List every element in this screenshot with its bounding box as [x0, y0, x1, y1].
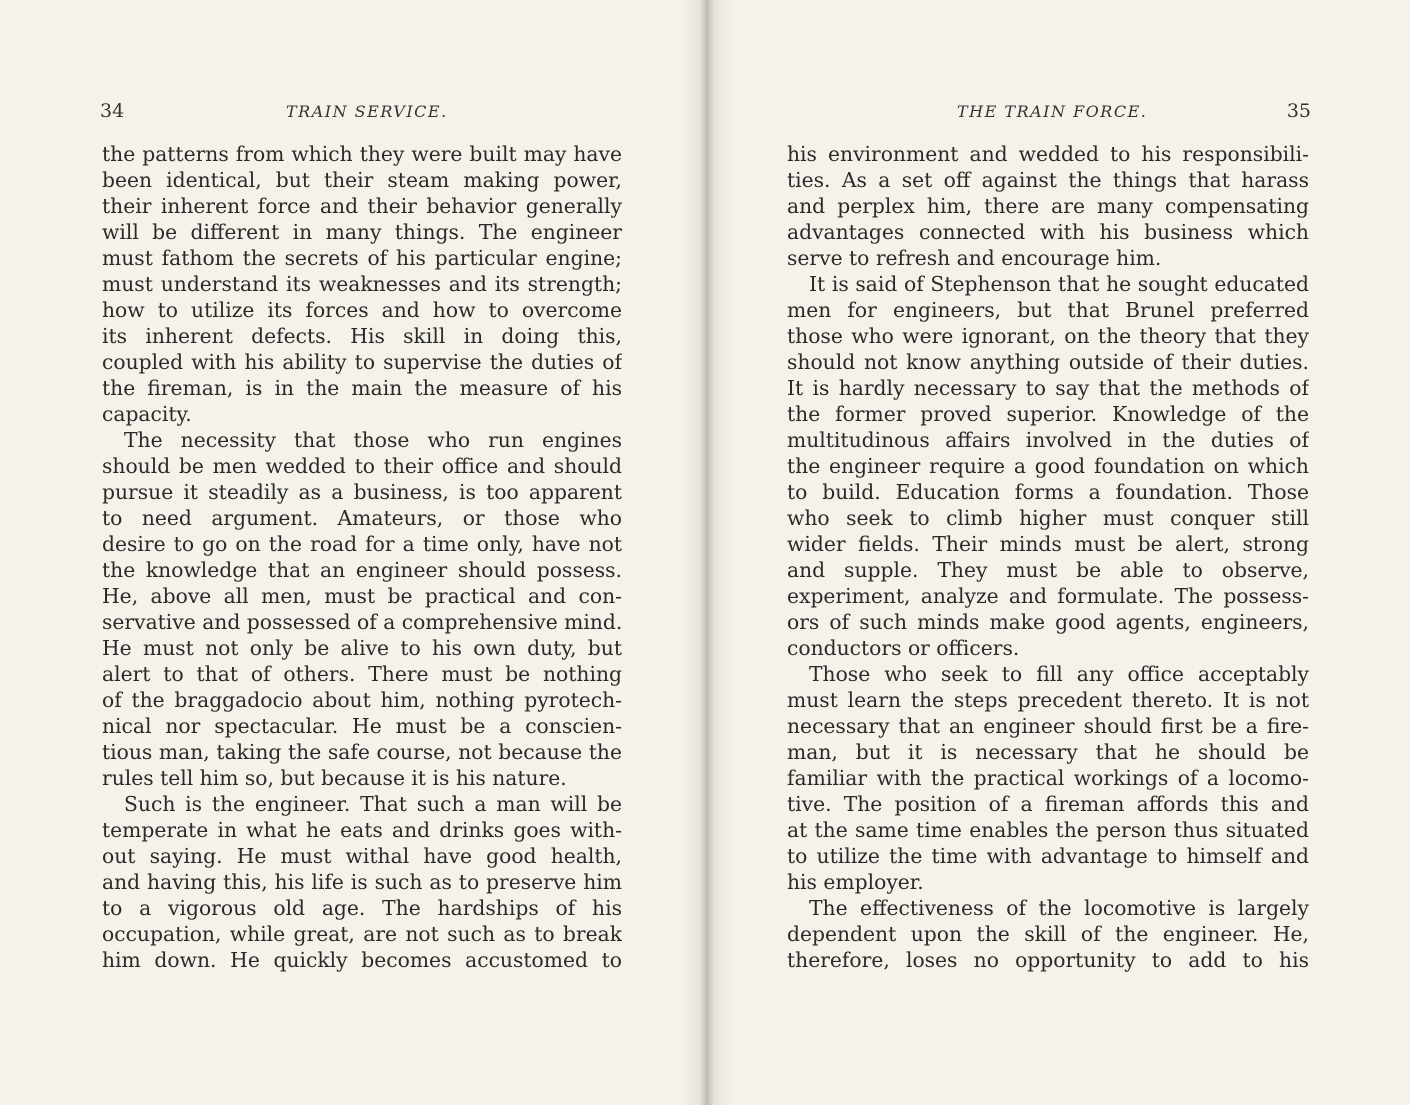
right-page — [705, 0, 1410, 1105]
text-line: coupled with his ability to supervise the duties of — [102, 350, 622, 374]
text-line: wider fields. Their minds must be alert, strong — [787, 532, 1309, 556]
text-line: how to utilize its forces and how to overcome — [102, 298, 622, 322]
right-page-body — [787, 141, 1309, 973]
text-line: pursue it steadily as a business, is too apparent — [102, 480, 622, 504]
text-line: the patterns from which they were built may have — [102, 142, 622, 166]
text-line: tive. The position of a fireman affords this and — [787, 792, 1309, 816]
text-line: capacity. — [102, 402, 192, 426]
text-line: occupation, while great, are not such as to break — [102, 922, 622, 946]
text-line: familiar with the practical workings of a locomo- — [787, 766, 1309, 790]
text-line: at the same time enables the person thus situated — [787, 818, 1309, 842]
text-line: therefore, loses no opportunity to add to his — [787, 948, 1309, 972]
text-line: must understand its weaknesses and its strength; — [102, 272, 622, 296]
text-line: advantages connected with his business which — [787, 220, 1309, 244]
text-line: should not know anything outside of their duties. — [787, 350, 1309, 374]
text-line: him down. He quickly becomes accustomed to — [102, 948, 622, 972]
text-line: man, but it is necessary that he should be — [787, 740, 1309, 764]
text-line: been identical, but their steam making power, — [102, 168, 622, 192]
text-line: to need argument. Amateurs, or those who — [102, 506, 622, 530]
text-line: must fathom the secrets of his particular engine; — [102, 246, 622, 270]
text-line: The necessity that those who run engines — [124, 428, 622, 452]
text-line: to utilize the time with advantage to himself and — [787, 844, 1309, 868]
running-head: TRAIN SERVICE. — [286, 102, 448, 121]
text-line: the fireman, is in the main the measure of his — [102, 376, 622, 400]
text-line: the knowledge that an engineer should possess. — [102, 558, 622, 582]
page-number: 34 — [100, 100, 125, 122]
text-line: ors of such minds make good agents, engineers, — [787, 610, 1309, 634]
text-line: Those who seek to fill any office acceptably — [809, 662, 1309, 686]
text-line: experiment, analyze and formulate. The possess- — [787, 584, 1309, 608]
text-line: alert to that of others. There must be nothing — [102, 662, 622, 686]
text-line: servative and possessed of a comprehensive mind. — [102, 610, 622, 634]
text-line: conductors or officers. — [787, 636, 1020, 660]
text-line: temperate in what he eats and drinks goes with- — [102, 818, 622, 842]
text-line: of the braggadocio about him, nothing pyrotech- — [102, 688, 622, 712]
text-line: out saying. He must withal have good health, — [102, 844, 622, 868]
text-line: will be different in many things. The engineer — [102, 220, 622, 244]
text-line: desire to go on the road for a time only, have not — [102, 532, 622, 556]
text-line: those who were ignorant, on the theory that they — [787, 324, 1309, 348]
text-line: to build. Education forms a foundation. Those — [787, 480, 1309, 504]
text-line: nical nor spectacular. He must be a conscien- — [102, 714, 622, 738]
right-page-header — [789, 100, 1311, 126]
text-line: serve to refresh and encourage him. — [787, 246, 1162, 270]
text-line: the engineer require a good foundation on which — [787, 454, 1309, 478]
left-page-header — [100, 100, 622, 126]
text-line: The effectiveness of the locomotive is largely — [809, 896, 1309, 920]
text-line: who seek to climb higher must conquer still — [787, 506, 1309, 530]
text-line: He must not only be alive to his own duty, but — [102, 636, 622, 660]
text-line: should be men wedded to their office and should — [102, 454, 622, 478]
text-line: must learn the steps precedent thereto. It is not — [787, 688, 1309, 712]
text-line: his environment and wedded to his responsibili- — [787, 142, 1309, 166]
text-line: ties. As a set off against the things that harass — [787, 168, 1309, 192]
text-line: their inherent force and their behavior generally — [102, 194, 622, 218]
text-line: Such is the engineer. That such a man will be — [124, 792, 622, 816]
text-line: and having this, his life is such as to preserve him — [102, 870, 622, 894]
page-number: 35 — [1286, 100, 1311, 122]
left-page-body — [102, 141, 622, 973]
text-line: men for engineers, but that Brunel preferred — [787, 298, 1309, 322]
running-head: THE TRAIN FORCE. — [957, 102, 1148, 121]
text-line: the former proved superior. Knowledge of the — [787, 402, 1309, 426]
text-line: and perplex him, there are many compensating — [787, 194, 1309, 218]
text-line: its inherent defects. His skill in doing this, — [102, 324, 622, 348]
text-line: to a vigorous old age. The hardships of his — [102, 896, 622, 920]
text-line: and supple. They must be able to observe, — [787, 558, 1309, 582]
text-line: tious man, taking the safe course, not because the — [102, 740, 622, 764]
text-line: He, above all men, must be practical and con- — [102, 584, 622, 608]
text-line: dependent upon the skill of the engineer. He, — [787, 922, 1309, 946]
text-line: It is hardly necessary to say that the methods of — [787, 376, 1309, 400]
text-line: multitudinous affairs involved in the duties of — [787, 428, 1309, 452]
text-line: his employer. — [787, 870, 924, 894]
text-line: rules tell him so, but because it is his nature. — [102, 766, 567, 790]
text-line: It is said of Stephenson that he sought educated — [809, 272, 1309, 296]
text-line: necessary that an engineer should first be a fire- — [787, 714, 1309, 738]
